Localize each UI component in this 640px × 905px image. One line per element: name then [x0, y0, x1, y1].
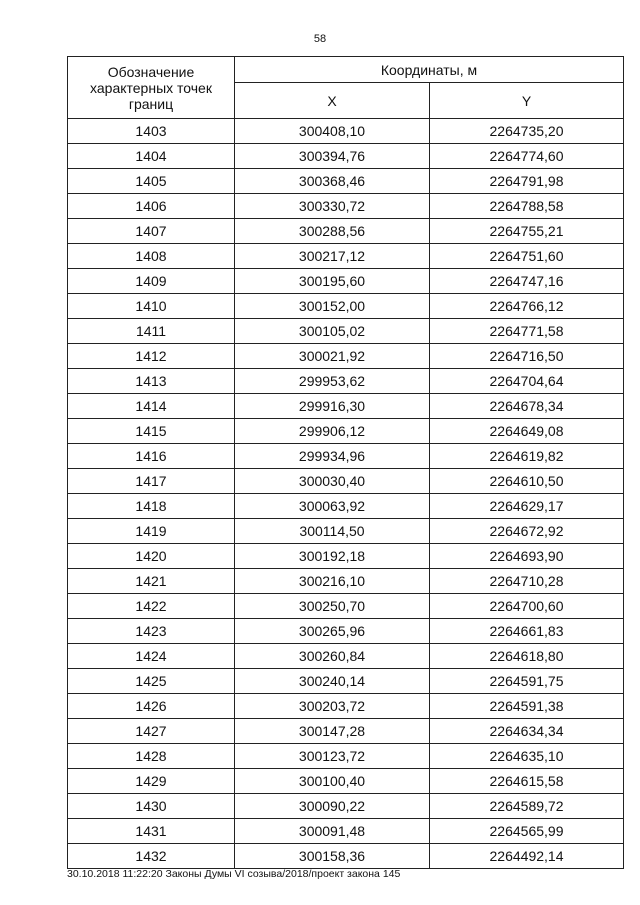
point-id-cell: 1419 — [68, 519, 235, 544]
point-id-cell: 1424 — [68, 644, 235, 669]
point-id-cell: 1415 — [68, 419, 235, 444]
y-coordinate-cell: 2264747,16 — [430, 269, 624, 294]
x-column-header: X — [235, 83, 430, 119]
x-coordinate-cell: 299953,62 — [235, 369, 430, 394]
point-id-cell: 1425 — [68, 669, 235, 694]
table-row — [68, 644, 624, 669]
point-id-cell: 1420 — [68, 544, 235, 569]
x-coordinate-cell: 299934,96 — [235, 444, 430, 469]
x-coordinate-cell: 300216,10 — [235, 569, 430, 594]
x-coordinate-cell: 300260,84 — [235, 644, 430, 669]
y-coordinate-cell: 2264661,83 — [430, 619, 624, 644]
y-coordinate-cell: 2264635,10 — [430, 744, 624, 769]
y-coordinate-cell: 2264672,92 — [430, 519, 624, 544]
table-row — [68, 769, 624, 794]
point-id-cell: 1429 — [68, 769, 235, 794]
table-body — [68, 119, 624, 869]
y-coordinate-cell: 2264788,58 — [430, 194, 624, 219]
table-row — [68, 594, 624, 619]
point-id-cell: 1431 — [68, 819, 235, 844]
x-coordinate-cell: 300250,70 — [235, 594, 430, 619]
y-coordinate-cell: 2264492,14 — [430, 844, 624, 869]
table-row — [68, 269, 624, 294]
table-row — [68, 744, 624, 769]
x-coordinate-cell: 300368,46 — [235, 169, 430, 194]
y-coordinate-cell: 2264678,34 — [430, 394, 624, 419]
y-column-header: Y — [430, 83, 624, 119]
x-coordinate-cell: 300195,60 — [235, 269, 430, 294]
point-id-cell: 1414 — [68, 394, 235, 419]
table-row — [68, 344, 624, 369]
x-coordinate-cell: 300203,72 — [235, 694, 430, 719]
point-id-cell: 1413 — [68, 369, 235, 394]
y-coordinate-cell: 2264704,64 — [430, 369, 624, 394]
table-row — [68, 844, 624, 869]
point-id-cell: 1418 — [68, 494, 235, 519]
table-row — [68, 394, 624, 419]
x-coordinate-cell: 300123,72 — [235, 744, 430, 769]
document-footer: 30.10.2018 11:22:20 Законы Думы VI созыва/2018/проект закона 145 — [67, 868, 401, 880]
x-coordinate-cell: 300394,76 — [235, 144, 430, 169]
table-row — [68, 694, 624, 719]
table-header — [68, 57, 624, 119]
table-row — [68, 619, 624, 644]
x-coordinate-cell: 300090,22 — [235, 794, 430, 819]
table-row — [68, 469, 624, 494]
x-coordinate-cell: 300217,12 — [235, 244, 430, 269]
point-id-cell: 1409 — [68, 269, 235, 294]
page-number: 58 — [313, 33, 327, 45]
table-row — [68, 319, 624, 344]
table-row — [68, 119, 624, 144]
x-coordinate-cell: 300114,50 — [235, 519, 430, 544]
x-coordinate-cell: 300105,02 — [235, 319, 430, 344]
table-row — [68, 219, 624, 244]
x-coordinate-cell: 300100,40 — [235, 769, 430, 794]
table-row — [68, 794, 624, 819]
table-row — [68, 519, 624, 544]
y-coordinate-cell: 2264649,08 — [430, 419, 624, 444]
table-row — [68, 719, 624, 744]
y-coordinate-cell: 2264591,38 — [430, 694, 624, 719]
x-coordinate-cell: 300240,14 — [235, 669, 430, 694]
y-coordinate-cell: 2264735,20 — [430, 119, 624, 144]
point-id-cell: 1406 — [68, 194, 235, 219]
y-coordinate-cell: 2264610,50 — [430, 469, 624, 494]
point-id-cell: 1408 — [68, 244, 235, 269]
point-id-cell: 1422 — [68, 594, 235, 619]
x-coordinate-cell: 299916,30 — [235, 394, 430, 419]
table-row — [68, 294, 624, 319]
point-id-cell: 1404 — [68, 144, 235, 169]
point-id-cell: 1410 — [68, 294, 235, 319]
y-coordinate-cell: 2264716,50 — [430, 344, 624, 369]
point-id-cell: 1421 — [68, 569, 235, 594]
point-id-cell: 1423 — [68, 619, 235, 644]
y-coordinate-cell: 2264619,82 — [430, 444, 624, 469]
table-row — [68, 169, 624, 194]
y-coordinate-cell: 2264565,99 — [430, 819, 624, 844]
point-id-cell: 1416 — [68, 444, 235, 469]
x-coordinate-cell: 300192,18 — [235, 544, 430, 569]
x-coordinate-cell: 300063,92 — [235, 494, 430, 519]
table-row — [68, 144, 624, 169]
coordinates-header: Координаты, м — [235, 57, 624, 83]
y-coordinate-cell: 2264591,75 — [430, 669, 624, 694]
x-coordinate-cell: 300152,00 — [235, 294, 430, 319]
point-id-cell: 1412 — [68, 344, 235, 369]
x-coordinate-cell: 300030,40 — [235, 469, 430, 494]
designation-header-line-2: характерных точек — [90, 79, 212, 96]
x-coordinate-cell: 300288,56 — [235, 219, 430, 244]
point-id-cell: 1407 — [68, 219, 235, 244]
coordinates-table — [67, 56, 624, 869]
x-coordinate-cell: 300091,48 — [235, 819, 430, 844]
y-coordinate-cell: 2264615,58 — [430, 769, 624, 794]
table-row — [68, 494, 624, 519]
table-row — [68, 244, 624, 269]
y-coordinate-cell: 2264700,60 — [430, 594, 624, 619]
table-row — [68, 444, 624, 469]
point-id-cell: 1405 — [68, 169, 235, 194]
y-coordinate-cell: 2264634,34 — [430, 719, 624, 744]
designation-header-line-3: границ — [128, 95, 174, 112]
x-coordinate-cell: 300158,36 — [235, 844, 430, 869]
x-coordinate-cell: 300408,10 — [235, 119, 430, 144]
x-coordinate-cell: 300147,28 — [235, 719, 430, 744]
y-coordinate-cell: 2264589,72 — [430, 794, 624, 819]
y-coordinate-cell: 2264618,80 — [430, 644, 624, 669]
y-coordinate-cell: 2264755,21 — [430, 219, 624, 244]
point-id-cell: 1411 — [68, 319, 235, 344]
y-coordinate-cell: 2264791,98 — [430, 169, 624, 194]
y-coordinate-cell: 2264766,12 — [430, 294, 624, 319]
point-id-cell: 1430 — [68, 794, 235, 819]
y-coordinate-cell: 2264710,28 — [430, 569, 624, 594]
table-row — [68, 569, 624, 594]
x-coordinate-cell: 299906,12 — [235, 419, 430, 444]
point-id-cell: 1426 — [68, 694, 235, 719]
point-id-cell: 1403 — [68, 119, 235, 144]
point-id-cell: 1417 — [68, 469, 235, 494]
table-row — [68, 669, 624, 694]
table-row — [68, 194, 624, 219]
point-id-cell: 1432 — [68, 844, 235, 869]
x-coordinate-cell: 300021,92 — [235, 344, 430, 369]
designation-header — [68, 57, 235, 119]
y-coordinate-cell: 2264693,90 — [430, 544, 624, 569]
y-coordinate-cell: 2264629,17 — [430, 494, 624, 519]
table-row — [68, 419, 624, 444]
designation-header-line-1: Обозначение — [107, 63, 195, 80]
point-id-cell: 1427 — [68, 719, 235, 744]
y-coordinate-cell: 2264771,58 — [430, 319, 624, 344]
x-coordinate-cell: 300265,96 — [235, 619, 430, 644]
table-row — [68, 544, 624, 569]
y-coordinate-cell: 2264774,60 — [430, 144, 624, 169]
table-row — [68, 819, 624, 844]
point-id-cell: 1428 — [68, 744, 235, 769]
table-row — [68, 369, 624, 394]
y-coordinate-cell: 2264751,60 — [430, 244, 624, 269]
x-coordinate-cell: 300330,72 — [235, 194, 430, 219]
